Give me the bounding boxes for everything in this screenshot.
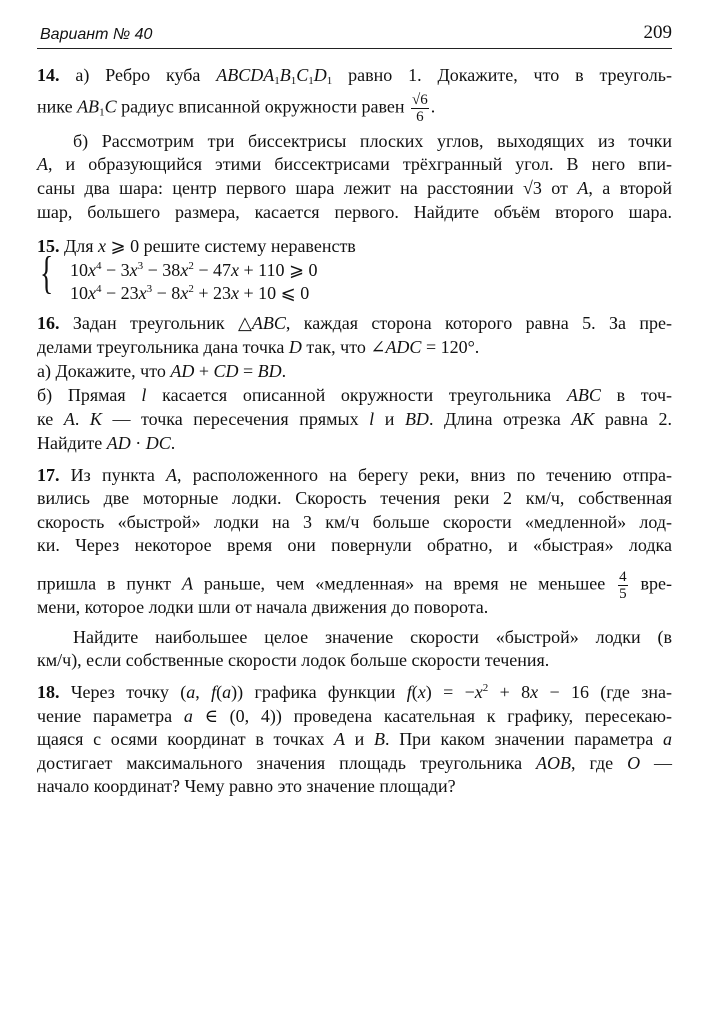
- text: и: [344, 729, 374, 749]
- text: (: [216, 682, 223, 702]
- text: + 10 ⩽ 0: [238, 283, 310, 303]
- text: щаяся с осями координат в точках: [37, 729, 334, 749]
- math-symbol: a: [186, 682, 196, 702]
- text-line: [37, 336, 479, 358]
- problem-number: 18.: [37, 682, 60, 702]
- subscript: 1: [274, 75, 280, 87]
- math-symbol: A: [333, 729, 345, 749]
- text-line: [37, 177, 672, 199]
- text-line: [73, 130, 672, 152]
- text: вились две моторные лодки. Скорость течения реки 2 км/ч, собственная: [37, 488, 672, 508]
- math-symbol: A: [37, 154, 48, 174]
- math-symbol: ABC: [251, 313, 286, 333]
- superscript: 3: [137, 260, 144, 272]
- text: в точ-: [600, 385, 672, 405]
- math-symbol: x: [530, 682, 539, 702]
- text-line: [37, 360, 286, 382]
- math-symbol: x: [474, 682, 483, 702]
- math-symbol: x: [230, 260, 239, 280]
- text: = 120°.: [421, 337, 480, 357]
- superscript: 2: [188, 283, 194, 295]
- problem-number: 16.: [37, 313, 60, 333]
- text: .: [170, 433, 176, 453]
- text: равна 2.: [594, 409, 672, 429]
- text-line: [37, 752, 672, 774]
- text: шар, большего размера, касается первого. Найдите объём второго шара.: [37, 202, 672, 222]
- text: радиус вписанной окружности равен: [116, 96, 409, 117]
- fraction-denominator: 5: [619, 586, 627, 602]
- text: .: [74, 409, 90, 429]
- text: равно 1. Докажите, что в треуголь-: [332, 65, 672, 85]
- math-symbol: a: [663, 729, 672, 749]
- text: раньше, чем «медленная» на время не меньшее: [192, 573, 617, 594]
- text: .: [430, 96, 436, 117]
- text: б) Прямая: [37, 385, 142, 405]
- text: +: [194, 361, 214, 381]
- math-symbol: x: [138, 283, 147, 303]
- text: − 8: [152, 283, 181, 303]
- text: − 16 (где зна-: [538, 682, 672, 702]
- text: Через точку (: [59, 682, 187, 702]
- text: саны два шара: центр первого шара лежит на расстоянии √3 от: [37, 178, 578, 198]
- superscript: 2: [482, 682, 489, 694]
- math-symbol: DC: [145, 433, 171, 453]
- system-brace: {: [40, 247, 54, 298]
- math-symbol: B: [279, 65, 291, 85]
- text: вре-: [629, 573, 672, 594]
- fraction-numerator: 4: [619, 569, 627, 585]
- math-symbol: B: [373, 729, 385, 749]
- text-line: [37, 64, 672, 86]
- math-symbol: f: [406, 682, 412, 702]
- text-line: [37, 384, 672, 406]
- math-symbol: A: [577, 178, 589, 198]
- fraction-denominator: 6: [416, 109, 424, 125]
- text: а) Ребро куба: [59, 65, 217, 85]
- math-symbol: x: [180, 283, 189, 303]
- text-line: [37, 596, 488, 618]
- math-symbol: D: [288, 337, 302, 357]
- text: и: [374, 409, 405, 429]
- math-symbol: x: [98, 236, 107, 256]
- text-line: [70, 259, 318, 281]
- text-line: [37, 312, 672, 334]
- text: , и образующийся этими биссектрисами трёхгранный угол. В него впи-: [48, 154, 672, 174]
- text-line: [37, 728, 672, 750]
- text: .: [281, 361, 287, 381]
- math-symbol: ADC: [385, 337, 422, 357]
- text: пришла в пункт: [37, 573, 182, 594]
- math-symbol: a: [183, 706, 193, 726]
- text: касается описанной окружности треугольника: [146, 385, 567, 405]
- math-symbol: C: [104, 96, 117, 117]
- math-symbol: x: [417, 682, 426, 702]
- math-symbol: K: [89, 409, 102, 429]
- text: − 38: [143, 260, 181, 280]
- math-symbol: A: [166, 465, 178, 485]
- text-line: [37, 408, 672, 430]
- problem-number: 15.: [37, 236, 60, 256]
- math-symbol: f: [211, 682, 217, 702]
- text-line: [73, 626, 672, 648]
- math-symbol: AB: [77, 96, 100, 117]
- text: ,: [195, 682, 212, 702]
- header-rule: [37, 48, 672, 49]
- text: Найдите: [37, 433, 107, 453]
- math-symbol: ABCDA: [216, 65, 275, 85]
- text: + 8: [488, 682, 531, 702]
- math-symbol: l: [369, 409, 375, 429]
- text: ⩾ 0 решите систему неравенств: [106, 236, 356, 256]
- math-symbol: x: [180, 260, 189, 280]
- text-line: [37, 487, 672, 509]
- text: б) Рассмотрим три биссектрисы плоских углов, выходящих из точки: [73, 131, 672, 151]
- subscript: 1: [326, 75, 333, 87]
- math-symbol: CD: [213, 361, 239, 381]
- math-symbol: BD: [404, 409, 429, 429]
- text: делами треугольника дана точка: [37, 337, 289, 357]
- text-line: [37, 649, 549, 671]
- math-symbol: BD: [257, 361, 282, 381]
- text: ) = −: [425, 682, 475, 702]
- text: скорость «быстрой» лодки на 3 км/ч больше скорости «медленной» лод-: [37, 512, 672, 532]
- page-number: 209: [643, 22, 672, 43]
- math-symbol: a: [222, 682, 232, 702]
- math-symbol: O: [627, 753, 641, 773]
- text-line: [37, 775, 456, 797]
- text: . Длина отрезка: [428, 409, 572, 429]
- fraction-numerator: √6: [412, 92, 428, 108]
- superscript: 3: [146, 283, 153, 295]
- problem-number: 14.: [37, 65, 60, 85]
- text: =: [238, 361, 258, 381]
- fraction: [618, 569, 628, 602]
- math-symbol: x: [88, 283, 96, 303]
- text: — точка пересечения прямых: [101, 409, 370, 429]
- text-line: [37, 432, 175, 454]
- superscript: 4: [96, 283, 102, 295]
- text: 10: [70, 260, 88, 280]
- text: мени, которое лодки шли от начала движения до поворота.: [37, 597, 489, 617]
- math-symbol: AOB: [536, 753, 572, 773]
- text: так, что ∠: [301, 337, 386, 357]
- math-symbol: AK: [571, 409, 595, 429]
- text: , каждая сторона которого равна 5. За пре-: [285, 313, 672, 333]
- subscript: 1: [308, 75, 314, 87]
- text-line: [37, 153, 672, 175]
- math-symbol: x: [129, 260, 138, 280]
- text: чение параметра: [37, 706, 184, 726]
- text-line: [37, 534, 672, 556]
- running-header-variant: Вариант № 40: [40, 26, 153, 43]
- text: − 3: [101, 260, 130, 280]
- math-symbol: D: [313, 65, 327, 85]
- text: , где: [571, 753, 628, 773]
- text: Найдите наибольшее целое значение скорости «быстрой» лодки (в: [73, 627, 672, 647]
- text: —: [640, 753, 672, 773]
- text: , а второй: [588, 178, 672, 198]
- text: а) Докажите, что: [37, 361, 171, 381]
- problem-number: 17.: [37, 465, 60, 485]
- text: + 110 ⩾ 0: [238, 260, 318, 280]
- text: ки. Через некоторое время они повернули обратно, и «быстрая» лодка: [37, 535, 672, 555]
- text: − 47: [193, 260, 231, 280]
- math-symbol: x: [230, 283, 239, 303]
- text-line: [37, 705, 672, 727]
- text: , расположенного на берегу реки, вниз по течению отпра-: [177, 465, 672, 485]
- text: − 23: [101, 283, 139, 303]
- subscript: 1: [99, 106, 105, 119]
- text-line: [37, 681, 672, 703]
- text-line: [37, 235, 356, 257]
- text: ∈ (0, 4)) проведена касательная к графику, пересекаю-: [192, 706, 672, 726]
- text: Из пункта: [59, 465, 167, 485]
- text-line: [37, 511, 672, 533]
- text: 10: [70, 283, 88, 303]
- superscript: 4: [96, 260, 102, 272]
- math-symbol: A: [181, 573, 193, 594]
- text-line: [70, 282, 309, 304]
- text: достигает максимального значения площадь треугольника: [37, 753, 537, 773]
- text: нике: [37, 96, 78, 117]
- text: км/ч), если собственные скорости лодок больше скорости течения.: [37, 650, 550, 670]
- text: + 23: [193, 283, 231, 303]
- text: Для: [59, 236, 99, 256]
- text-line: [37, 92, 435, 125]
- text: ·: [130, 433, 146, 453]
- math-symbol: C: [296, 65, 309, 85]
- math-symbol: ABC: [566, 385, 601, 405]
- text: ке: [37, 409, 64, 429]
- text: . При каком значении параметра: [384, 729, 663, 749]
- math-symbol: x: [88, 260, 96, 280]
- math-symbol: AD: [170, 361, 195, 381]
- text-line: [37, 201, 672, 223]
- text: Задан треугольник △: [59, 313, 252, 333]
- math-symbol: A: [63, 409, 75, 429]
- superscript: 2: [188, 260, 194, 272]
- subscript: 1: [290, 75, 297, 87]
- text: начало координат? Чему равно это значение площади?: [37, 776, 456, 796]
- text: )) графика функции: [231, 682, 407, 702]
- math-symbol: AD: [106, 433, 131, 453]
- fraction: [411, 92, 429, 125]
- text-line: [37, 464, 672, 486]
- math-symbol: l: [141, 385, 147, 405]
- text: (: [411, 682, 418, 702]
